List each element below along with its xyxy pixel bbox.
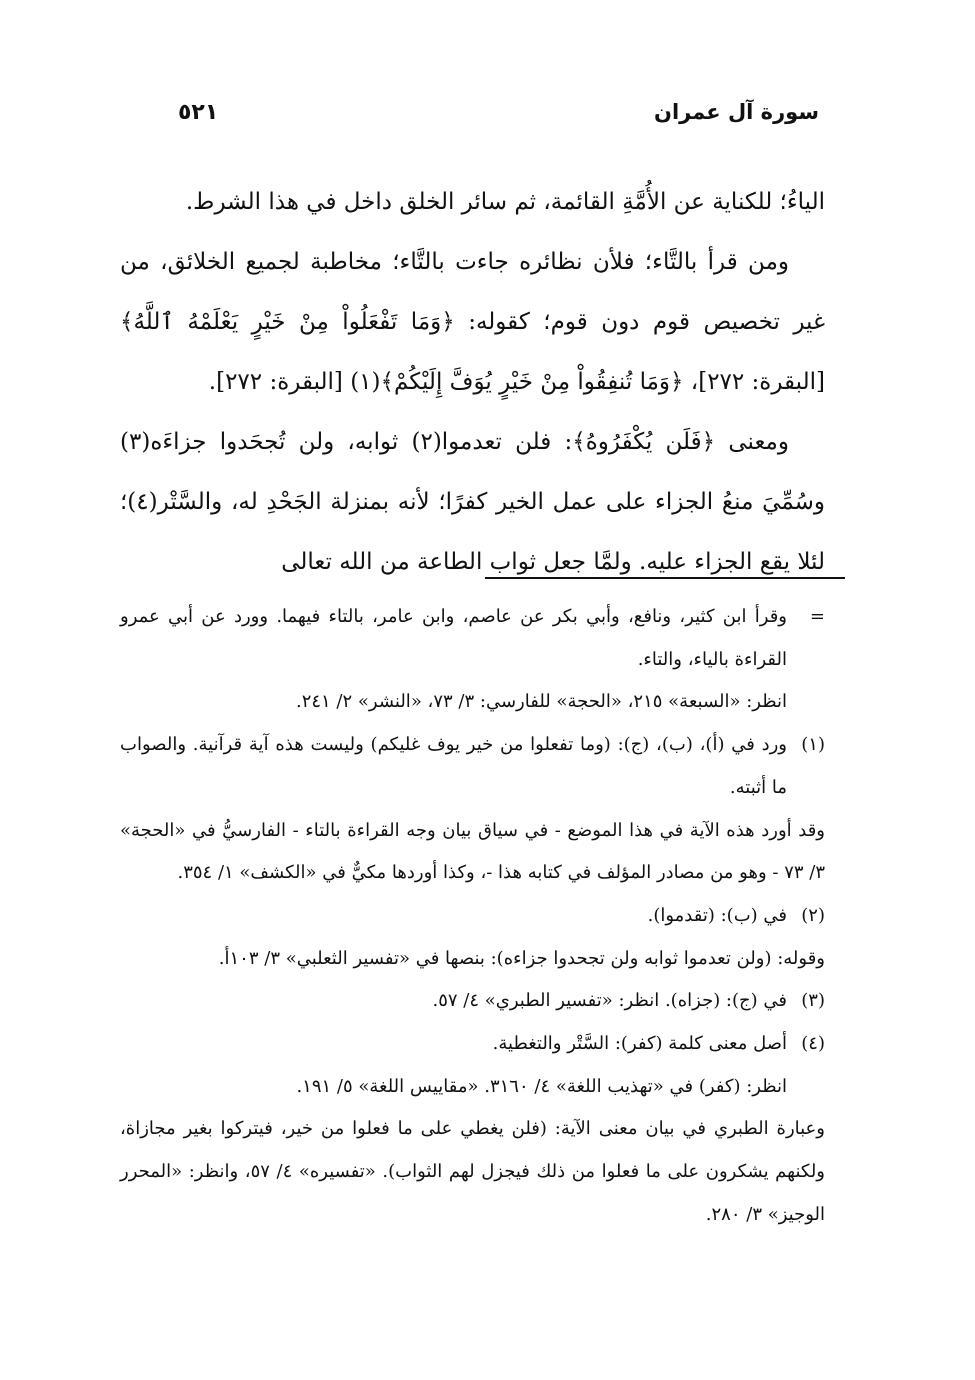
body-paragraph-3: ومعنى ﴿فَلَن يُكْفَرُوهُ﴾: فلن تعدموا(٢) ثوابه، ولن تُجحَدوا جزاءَه(٣) وسُمِّيَ منعُ الجزاء على عمل الخير كفرًا؛ لأنه بمنزلة الجَحْدِ له، والسَّتْر(٤)؛ لئلا يقع الجزاء عليه. ولمَّا جعل ثواب الطاعة من الله تعالى <box>120 429 825 575</box>
footnote-4 <box>120 1023 825 1066</box>
page-number: ٥٢١ <box>178 100 219 125</box>
footnote-text: في (ب): (تقدموا). <box>647 904 787 926</box>
footnote-marker: (٤) <box>801 1033 825 1055</box>
running-header <box>178 100 819 140</box>
footnote-continued <box>120 596 825 681</box>
footnote-marker: (٢) <box>801 904 825 926</box>
footnote-separator <box>485 577 845 579</box>
footnote-marker: (٣) <box>801 990 825 1012</box>
footnote-text: أصل معنى كلمة (كفر): السَّتْر والتغطية. <box>492 1033 787 1055</box>
body-paragraph-2: ومن قرأ بالتَّاء؛ فلأن نظائره جاءت بالتَّاء؛ مخاطبة لجميع الخلائق، من غير تخصيص قوم دون قوم؛ كقوله: ﴿وَمَا تَفْعَلُواْ مِنْ خَيْرٍ يَعْلَمْهُ ٱللَّهُ﴾ [البقرة: ٢٧٢]، ﴿وَمَا تُنفِقُواْ مِنْ خَيْرٍ يُوَفَّ إِلَيْكُمْ﴾(١) [البقرة: ٢٧٢]. <box>120 249 825 395</box>
footnote-1 <box>120 724 825 809</box>
footnote-text: ورد في (أ)، (ب)، (ج): (وما تفعلوا من خير يوف غليكم) وليست هذه آية قرآنية. والصواب ما أثبته. <box>120 734 787 798</box>
footnote-2 <box>120 895 825 938</box>
footnote-1-continuation: وقد أورد هذه الآية في هذا الموضع - في سياق بيان وجه القراءة بالتاء - الفارسيُّ في «الحجة» ٣/ ٧٣ - وهو من مصادر المؤلف في كتابه هذا -، وكذا أوردها مكيٌّ في «الكشف» ١/ ٣٥٤. <box>120 819 825 884</box>
footnote-marker: (١) <box>801 734 825 756</box>
footnotes <box>120 596 825 1237</box>
footnote-2-continuation: وقوله: (ولن تعدموا ثوابه ولن تجحدوا جزاءه): بنصها في «تفسير الثعلبي» ٣/ ١٠٣أ. <box>218 947 825 969</box>
footnote-3 <box>120 980 825 1023</box>
continuation-marker: = <box>809 606 825 627</box>
body-paragraph-1: الياءُ؛ للكناية عن الأُمَّةِ القائمة، ثم سائر الخلق داخل في هذا الشرط. <box>185 189 825 215</box>
footnote-reference: انظر: «السبعة» ٢١٥، «الحجة» للفارسي: ٣/ ٧٣، «النشر» ٢/ ٢٤١. <box>295 691 787 713</box>
main-text <box>120 172 825 592</box>
footnote-4-reference: انظر: (كفر) في «تهذيب اللغة» ٤/ ٣١٦٠. «مقاييس اللغة» ٥/ ١٩١. <box>296 1075 787 1097</box>
surah-title: سورة آل عمران <box>654 100 819 124</box>
footnote-4-continuation: وعبارة الطبري في بيان معنى الآية: (فلن يغطي على ما فعلوا من خير، فيتركوا بغير مجازاة، ولكنهم يشكرون على ما فعلوا من ذلك فيجزل لهم الثواب). «تفسيره» ٤/ ٥٧، وانظر: «المحرر الوجيز» ٣/ ٢٨٠. <box>120 1118 825 1225</box>
footnote-text: وقرأ ابن كثير، ونافع، وأبي بكر عن عاصم، وابن عامر، بالتاء فيهما. وورد عن أبي عمرو القراءة بالياء، والتاء. <box>120 606 787 670</box>
footnote-text: في (ج): (جزاه). انظر: «تفسير الطبري» ٤/ ٥٧. <box>432 990 787 1012</box>
